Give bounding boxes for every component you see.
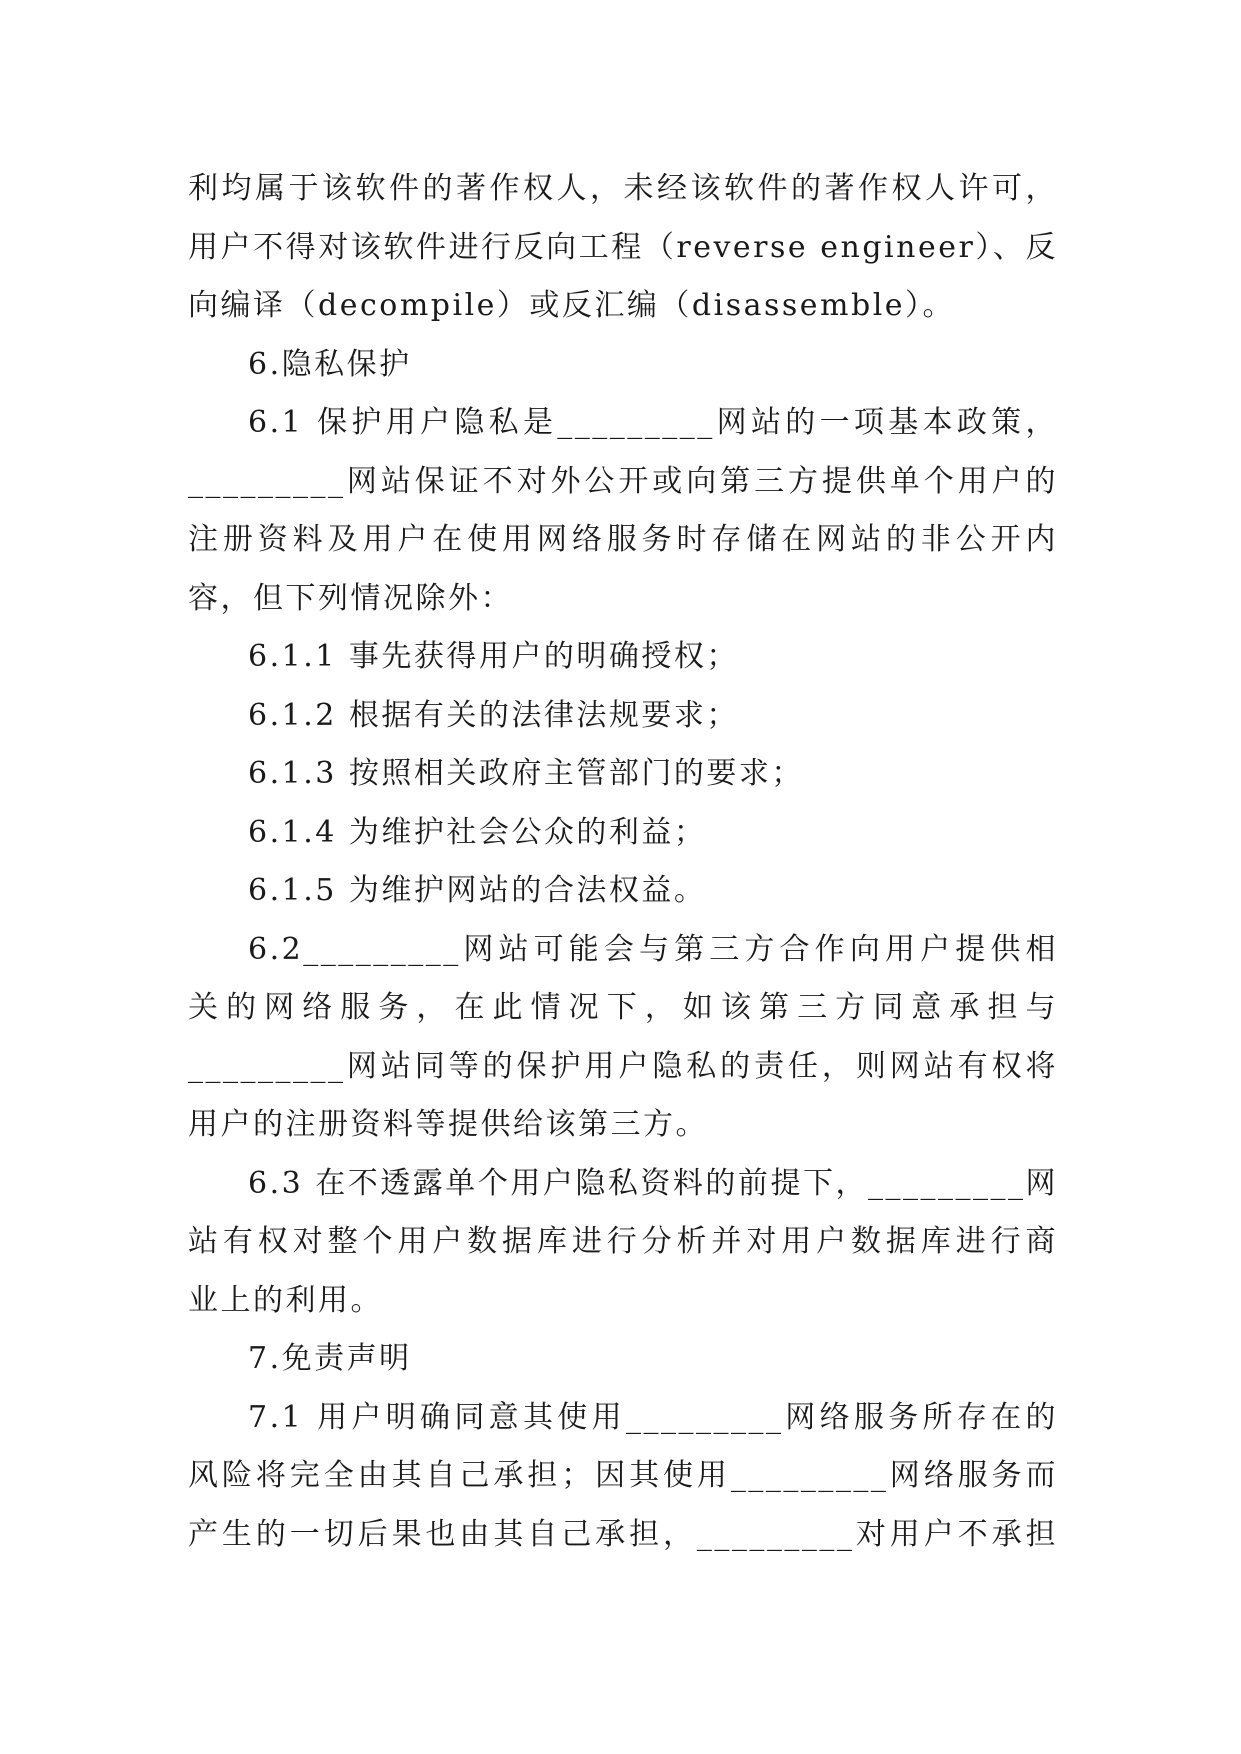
text-line: 7.免责声明	[248, 1341, 412, 1376]
text-line: 6.1.3 按照相关政府主管部门的要求；	[248, 756, 804, 791]
text-line: 容，但下列情况除外：	[188, 580, 513, 616]
text-line: 6.1.2 根据有关的法律法规要求；	[248, 697, 739, 733]
text-line: 6.1.5 为维护网站的合法权益。	[248, 873, 707, 908]
text-line: _________网站同等的保护用户隐私的责任，则网站有权将	[188, 1048, 1058, 1084]
text-line: 产生的一切后果也由其自己承担，_________对用户不承担	[188, 1516, 1058, 1552]
text-line: 用户不得对该软件进行反向工程（reverse engineer）、反	[188, 229, 1058, 265]
text-line: 6.2_________网站可能会与第三方合作向用户提供相	[248, 931, 1058, 967]
document-page	[188, 160, 1058, 1564]
text-line: 关的网络服务，在此情况下，如该第三方同意承担与	[188, 990, 1058, 1025]
text-line: _________网站保证不对外公开或向第三方提供单个用户的	[188, 463, 1058, 499]
text-line: 业上的利用。	[188, 1282, 383, 1318]
text-line: 6.隐私保护	[248, 346, 412, 382]
text-line: 6.3 在不透露单个用户隐私资料的前提下，_________网	[248, 1165, 1058, 1201]
text-line: 风险将完全由其自己承担；因其使用_________网络服务而	[188, 1458, 1058, 1493]
text-line: 利均属于该软件的著作权人，未经该软件的著作权人许可，	[188, 171, 1058, 206]
text-line: 6.1.4 为维护社会公众的利益；	[248, 814, 707, 850]
text-line: 6.1 保护用户隐私是_________网站的一项基本政策，	[248, 405, 1058, 440]
text-line: 7.1 用户明确同意其使用_________网络服务所存在的	[248, 1399, 1058, 1435]
text-line: 6.1.1 事先获得用户的明确授权；	[248, 639, 739, 674]
text-line: 站有权对整个用户数据库进行分析并对用户数据库进行商	[188, 1224, 1058, 1259]
text-line: 向编译（decompile）或反汇编（disassemble）。	[188, 288, 956, 323]
text-line: 注册资料及用户在使用网络服务时存储在网站的非公开内	[188, 522, 1058, 557]
text-line: 用户的注册资料等提供给该第三方。	[188, 1107, 708, 1142]
